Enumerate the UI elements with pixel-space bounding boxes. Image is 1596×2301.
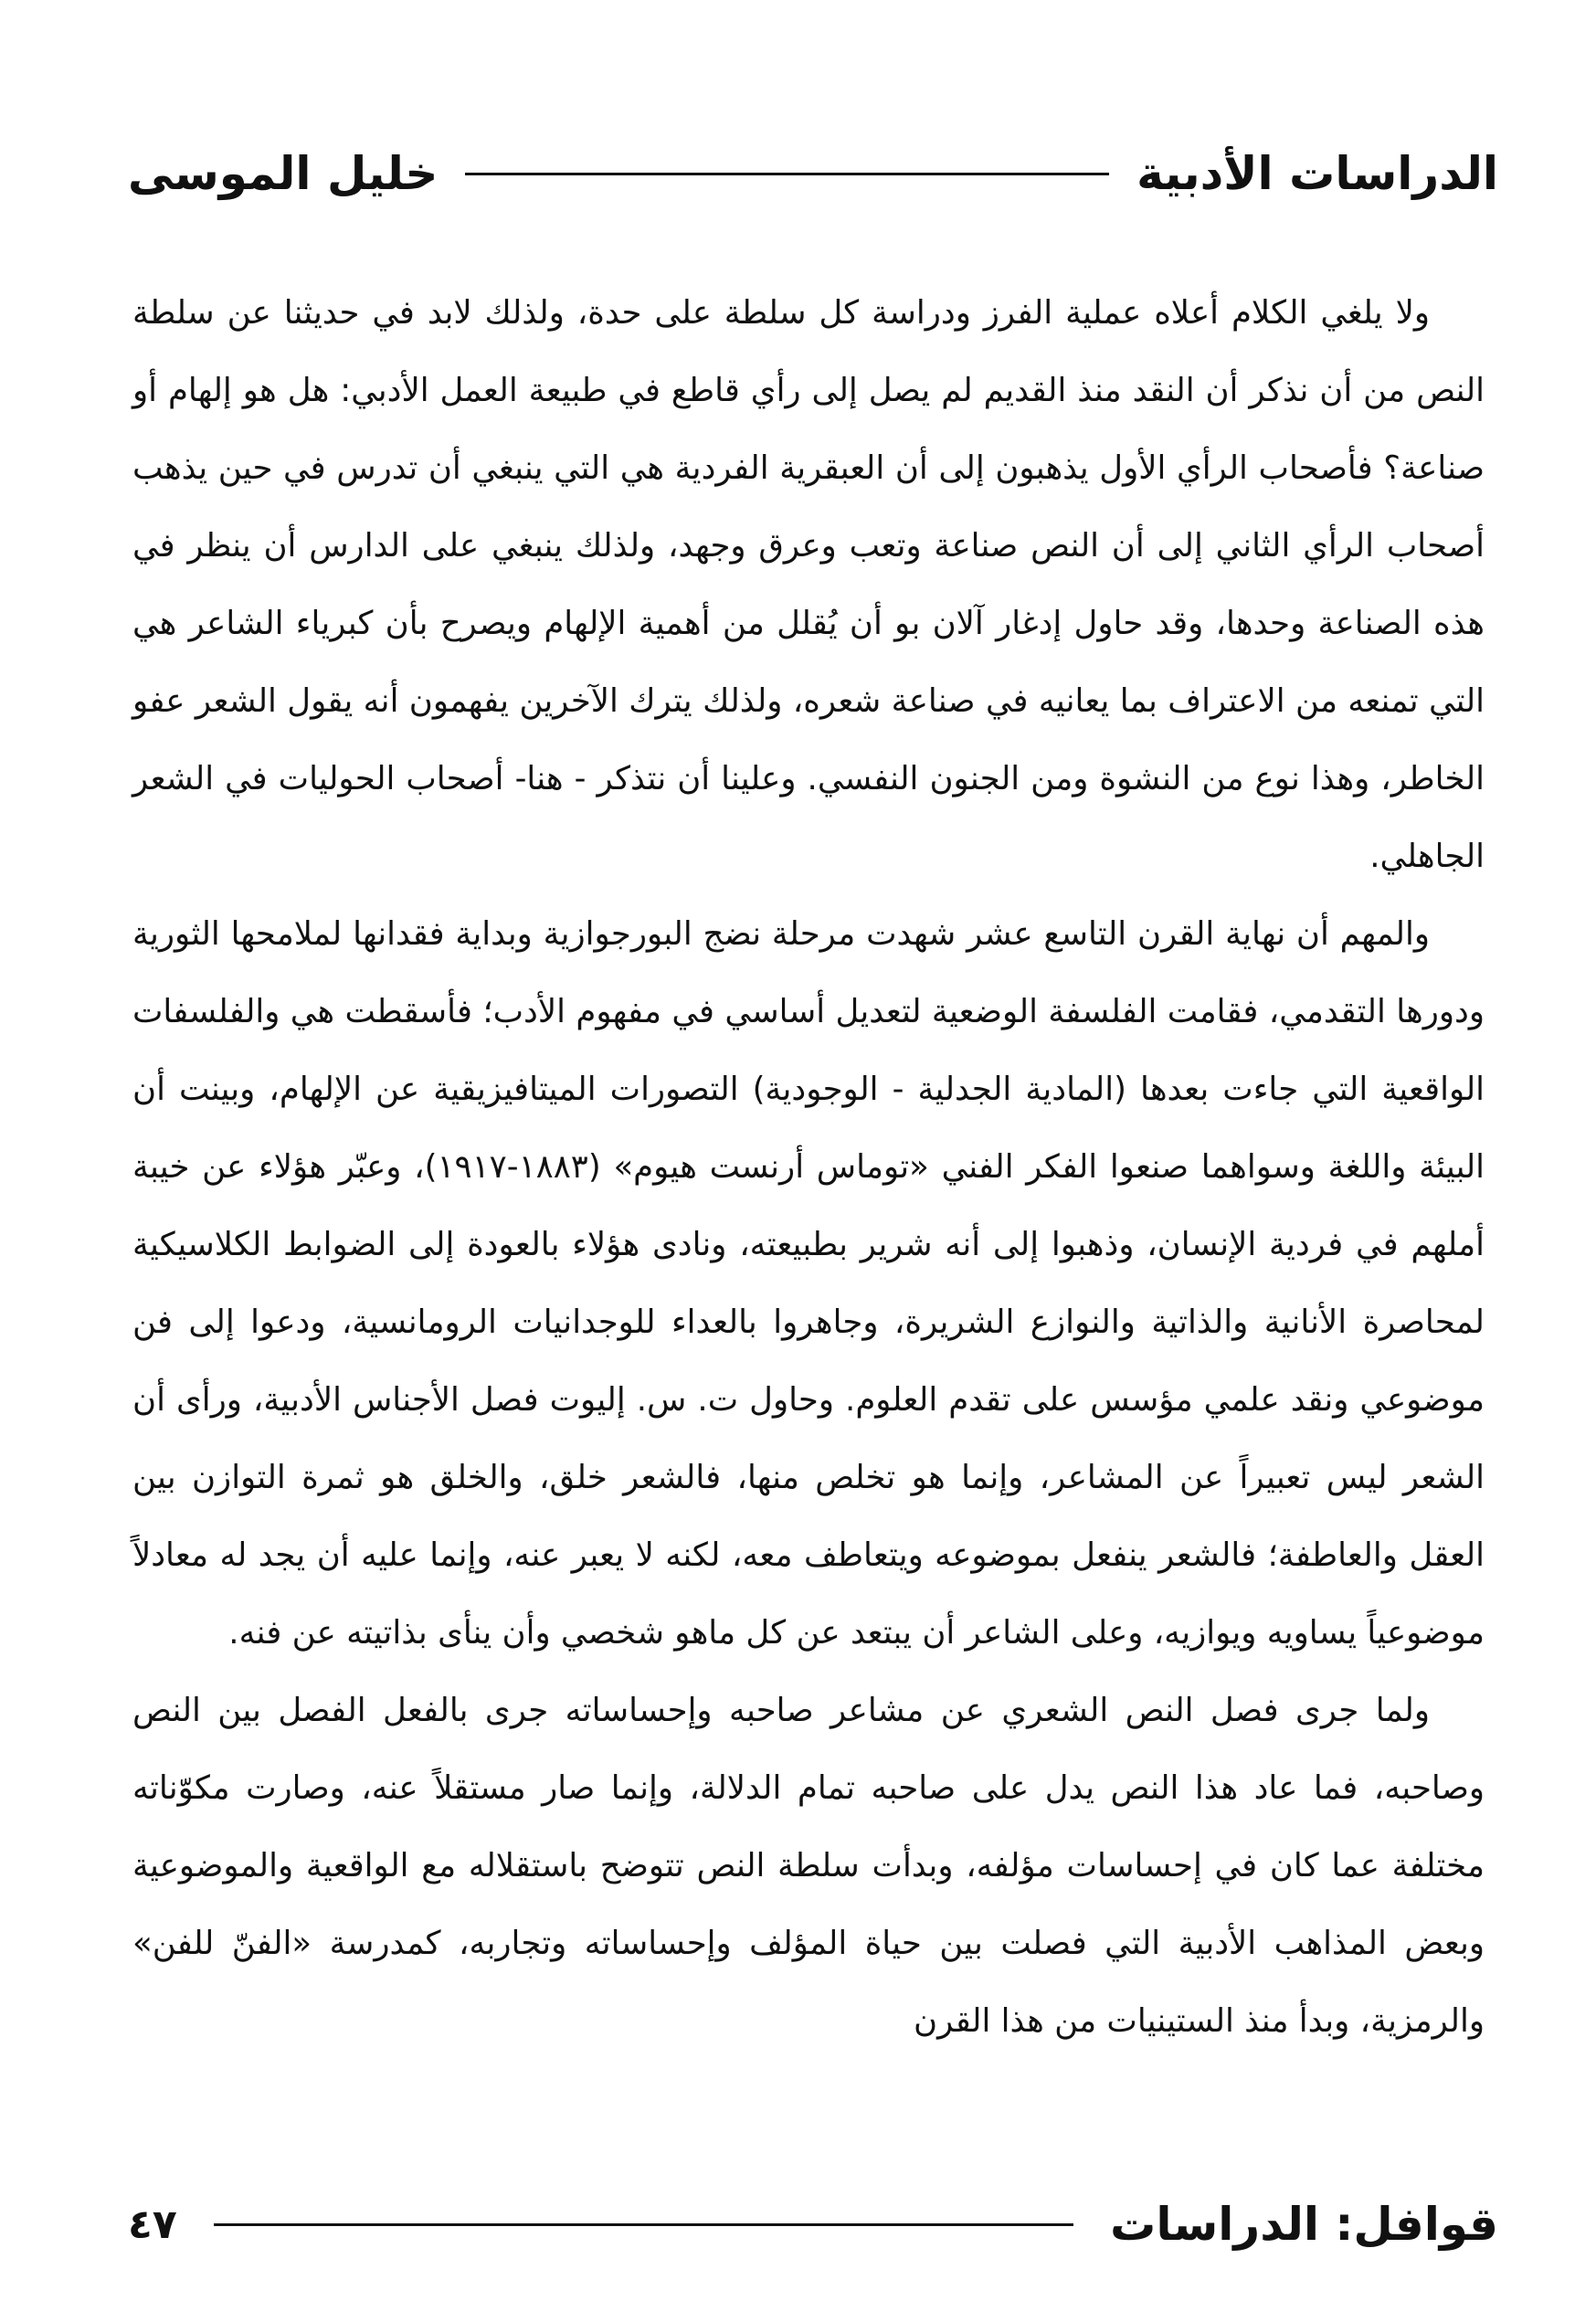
paragraph-3: ولما جرى فصل النص الشعري عن مشاعر صاحبه وإحساساته جرى بالفعل الفصل بين النص وصاحبه، فما عاد هذا النص يدل على صاحبه تمام الدلالة، وإنما صار مستقلاً عنه، وصارت مكوّناته مختلفة عما كان في إحساسات مؤلفه، وبدأت سلطة النص تتوضح باستقلاله مع الواقعية والموضوعية وبعض المذاهب الأدبية التي فصلت بين حياة المؤلف وإحساساته وتجاربه، كمدرسة «الفنّ للفن» والرمزية، وبدأ منذ الستينيات من هذا القرن — [132, 1692, 1485, 2040]
header-rule — [465, 173, 1109, 175]
author-name: خليل الموسى — [128, 147, 439, 200]
footer-rule — [214, 2223, 1073, 2226]
paragraph-2: والمهم أن نهاية القرن التاسع عشر شهدت مرحلة نضج البورجوازية وبداية فقدانها لملامحها الثورية ودورها التقدمي، فقامت الفلسفة الوضعية لتعديل أساسي في مفهوم الأدب؛ فأسقطت هي والفلسفات الواقعية التي جاءت بعدها (المادية الجدلية - الوجودية) التصورات الميتافيزيقية عن الإلهام، وبينت أن البيئة واللغة وسواهما صنعوا الفكر الفني «توماس أرنست هيوم» (١٨٨٣-١٩١٧)، وعبّر هؤلاء عن خيبة أملهم في فردية الإنسان، وذهبوا إلى أنه شرير بطبيعته، ونادى هؤلاء بالعودة إلى الضوابط الكلاسيكية لمحاصرة الأنانية والذاتية والنوازع الشريرة، وجاهروا بالعداء للوجدانيات الرومانسية، ودعوا إلى فن موضوعي ونقد علمي مؤسس على تقدم العلوم. وحاول ت. س. إليوت فصل الأجناس الأدبية، ورأى أن الشعر ليس تعبيراً عن المشاعر، وإنما هو تخلص منها، فالشعر خلق، والخلق هو ثمرة التوازن بين العقل والعاطفة؛ فالشعر ينفعل بموضوعه ويتعاطف معه، لكنه لا يعبر عنه، وإنما عليه أن يجد له معادلاً موضوعياً يساويه ويوازيه، وعلى الشاعر أن يبتعد عن كل ماهو شخصي وأن ينأى بذاتيته عن فنه. — [132, 915, 1485, 1652]
page-number: ٤٧ — [128, 2201, 177, 2248]
running-header — [128, 137, 1498, 210]
running-footer — [128, 2188, 1498, 2261]
article-body — [132, 274, 1485, 2060]
paragraph-1: ولا يلغي الكلام أعلاه عملية الفرز ودراسة كل سلطة على حدة، ولذلك لابد في حديثنا عن سلطة النص من أن نذكر أن النقد منذ القديم لم يصل إلى رأي قاطع في طبيعة العمل الأدبي: هل هو إلهام أو صناعة؟ فأصحاب الرأي الأول يذهبون إلى أن العبقرية الفردية هي التي ينبغي أن تدرس في حين يذهب أصحاب الرأي الثاني إلى أن النص صناعة وتعب وعرق وجهد، ولذلك ينبغي على الدارس أن ينظر في هذه الصناعة وحدها، وقد حاول إدغار آلان بو أن يُقلل من أهمية الإلهام ويصرح بأن كبرياء الشاعر هي التي تمنعه من الاعتراف بما يعانيه في صناعة شعره، ولذلك يترك الآخرين يفهمون أنه يقول الشعر عفو الخاطر، وهذا نوع من النشوة ومن الجنون النفسي. وعلينا أن نتذكر - هنا- أصحاب الحوليات في الشعر الجاهلي. — [132, 294, 1485, 875]
journal-name: قوافل: الدراسات — [1110, 2198, 1498, 2251]
journal-title: الدراسات الأدبية — [1136, 147, 1498, 200]
